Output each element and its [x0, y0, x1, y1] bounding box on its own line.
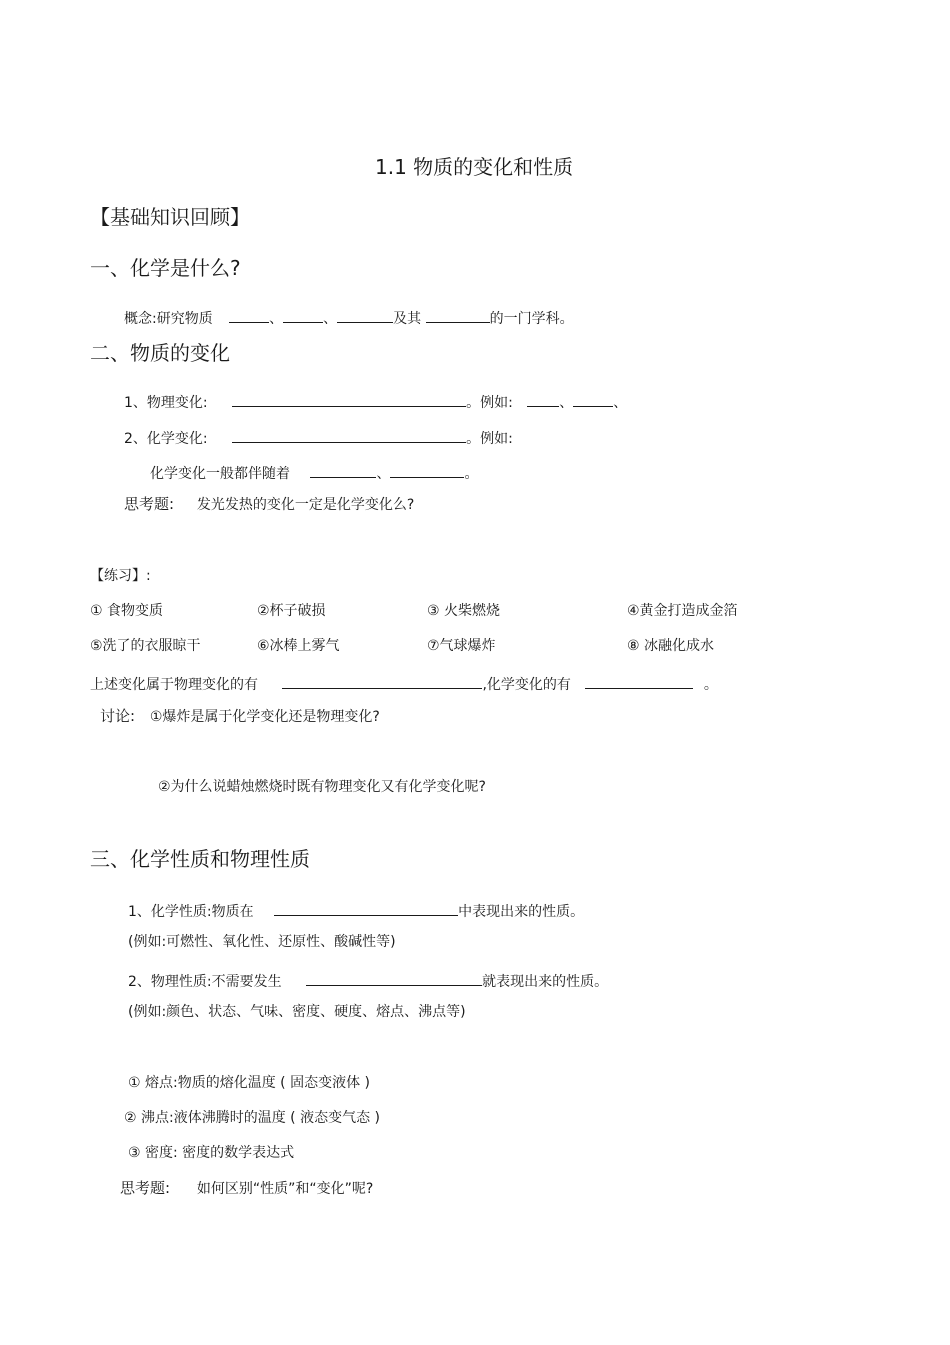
separator: 、	[376, 466, 391, 482]
practice-item-6: ⑥冰棒上雾气	[257, 638, 340, 654]
practice-item-7: ⑦气球爆炸	[427, 638, 496, 654]
chemical-property-examples: (例如:可燃性、氧化性、还原性、酸碱性等)	[128, 934, 396, 950]
example-label: 。例如:	[466, 431, 513, 447]
and-its-text: 及其	[393, 311, 422, 327]
blank-accompany-2[interactable]	[390, 463, 464, 478]
blank-physical-example-2[interactable]	[573, 392, 613, 407]
separator: 、	[559, 395, 574, 411]
think-label: 思考题:	[120, 1179, 171, 1197]
discussion-label: 讨论:	[100, 707, 136, 725]
concept-line	[124, 308, 574, 326]
practice-item-4: ④黄金打造成金箔	[627, 603, 738, 619]
discussion-question-2: ②为什么说蜡烛燃烧时既有物理变化又有化学变化呢?	[158, 779, 486, 795]
melting-point-item: ① 熔点:物质的熔化温度 ( 固态变液体 )	[128, 1075, 370, 1091]
blank-physical-property[interactable]	[306, 971, 482, 986]
practice-item-2: ②杯子破损	[257, 603, 326, 619]
practice-item-3: ③ 火柴燃烧	[427, 603, 501, 619]
period: 。	[464, 466, 479, 482]
accompany-line	[150, 463, 478, 481]
blank-accompany-1[interactable]	[310, 463, 376, 478]
concept-suffix: 的一门学科。	[489, 311, 574, 327]
practice-question-mid: ,化学变化的有	[482, 677, 571, 693]
blank-physical-example-1[interactable]	[527, 392, 559, 407]
physical-property-suffix: 就表现出来的性质。	[482, 974, 609, 990]
heading-properties: 三、化学性质和物理性质	[90, 847, 310, 871]
physical-property-examples: (例如:颜色、状态、气味、密度、硬度、熔点、沸点等)	[128, 1004, 466, 1020]
practice-item-8: ⑧ 冰融化成水	[627, 638, 715, 654]
chemical-property-suffix: 中表现出来的性质。	[458, 904, 585, 920]
blank-concept-3[interactable]	[337, 308, 393, 323]
practice-label: 【练习】:	[90, 568, 151, 584]
think-label: 思考题:	[124, 495, 175, 513]
chemical-property-label: 1、化学性质:物质在	[128, 904, 254, 920]
boiling-point-item: ② 沸点:液体沸腾时的温度 ( 液态变气态 )	[124, 1110, 380, 1126]
blank-concept-1[interactable]	[229, 308, 269, 323]
think-text: 如何区别“性质”和“变化”呢?	[196, 1181, 374, 1197]
blank-physical-answers[interactable]	[282, 674, 482, 689]
blank-concept-4[interactable]	[426, 308, 490, 323]
section-header: 【基础知识回顾】	[90, 205, 250, 229]
heading-what-is-chemistry: 一、化学是什么?	[90, 256, 241, 280]
think-question-2	[120, 1181, 373, 1196]
think-text: 发光发热的变化一定是化学变化么?	[196, 497, 415, 513]
physical-property-line	[128, 971, 608, 989]
think-question-1	[124, 497, 414, 512]
separator: 、	[613, 395, 628, 411]
discussion-1	[100, 709, 380, 724]
blank-chemical-property[interactable]	[274, 901, 458, 916]
blank-concept-2[interactable]	[283, 308, 323, 323]
practice-question-prefix: 上述变化属于物理变化的有	[90, 677, 258, 693]
chemical-property-line	[128, 901, 584, 919]
physical-property-label: 2、物理性质:不需要发生	[128, 974, 282, 990]
density-item: ③ 密度: 密度的数学表达式	[128, 1145, 295, 1161]
separator: 、	[323, 311, 338, 327]
blank-chemical-definition[interactable]	[232, 428, 466, 443]
blank-chemical-answers[interactable]	[585, 674, 693, 689]
accompany-label: 化学变化一般都伴随着	[150, 466, 290, 482]
page-title: 1.1 物质的变化和性质	[375, 155, 574, 179]
period: 。	[703, 677, 718, 693]
physical-change-label: 1、物理变化:	[124, 395, 208, 411]
heading-changes-of-matter: 二、物质的变化	[90, 341, 230, 365]
practice-item-1: ① 食物变质	[90, 603, 164, 619]
practice-question	[90, 674, 718, 692]
separator: 、	[269, 311, 284, 327]
chemical-change-line	[124, 428, 513, 446]
physical-change-line	[124, 392, 627, 410]
practice-item-5: ⑤洗了的衣服晾干	[90, 638, 201, 654]
chemical-change-label: 2、化学变化:	[124, 431, 208, 447]
concept-label: 概念:研究物质	[124, 311, 213, 327]
discussion-question-1: ①爆炸是属于化学变化还是物理变化?	[149, 709, 380, 725]
blank-physical-definition[interactable]	[232, 392, 466, 407]
example-label: 。例如:	[466, 395, 513, 411]
